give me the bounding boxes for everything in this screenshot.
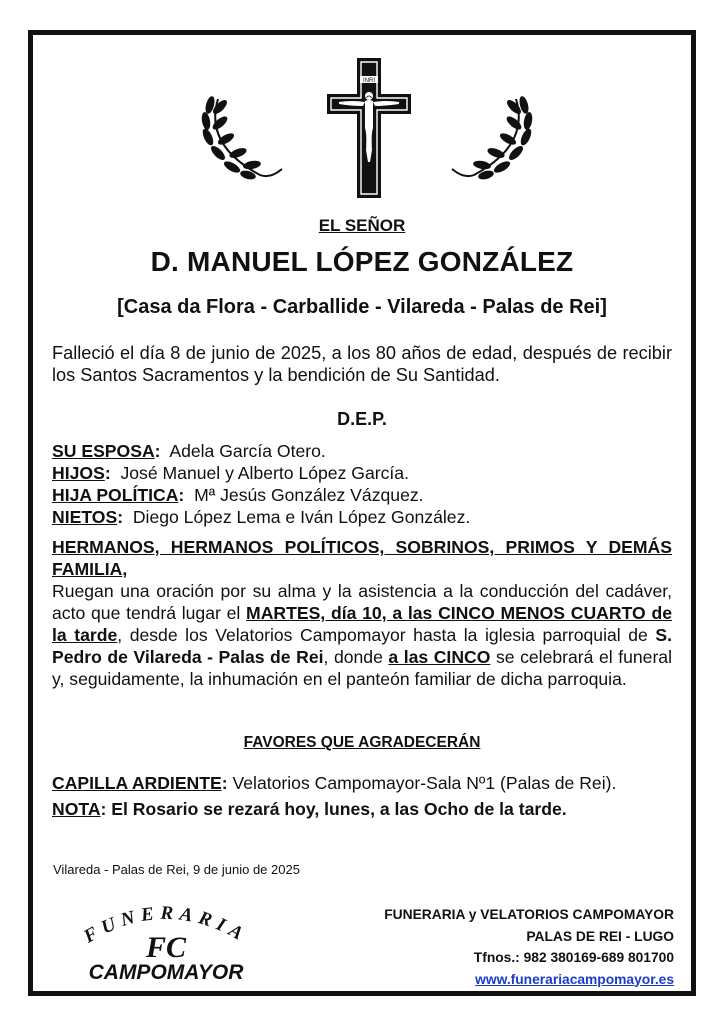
relative-names: Diego López Lema e Iván López González.: [132, 507, 471, 527]
logo-name: CAMPOMAYOR: [88, 961, 244, 984]
logo-arc-text: FUNERARIA: [80, 902, 252, 948]
request-text-3: , donde: [323, 647, 389, 667]
relative-row-grandchildren: NIETOS: Diego López Lema e Iván López González.: [52, 507, 471, 527]
death-notice-text: Falleció el día 8 de junio de 2025, a los 80 años de edad, después de recibir los Santos Sacramentos y la bendición de Su Santidad.: [52, 343, 672, 385]
relative-label: NIETOS: [52, 507, 118, 527]
request-text-2: , desde los Velatorios Campomayor hasta la iglesia parroquial de: [117, 625, 656, 645]
deceased-name: D. MANUEL LÓPEZ GONZÁLEZ: [150, 246, 574, 277]
funeraria-campomayor-logo: [60, 893, 272, 987]
other-relatives: HERMANOS, HERMANOS POLÍTICOS, SOBRINOS, PRIMOS Y DEMÁS FAMILIA,: [52, 537, 672, 579]
relative-row-spouse: SU ESPOSA: Adela García Otero.: [52, 441, 326, 461]
chapel-label: CAPILLA ARDIENTE: [52, 773, 222, 793]
relative-label: SU ESPOSA: [52, 441, 155, 461]
intro-title: EL SEÑOR: [318, 216, 406, 235]
relative-row-daughter-in-law: HIJA POLÍTICA: Mª Jesús González Vázquez.: [52, 485, 424, 505]
logo-monogram: FC: [145, 931, 187, 964]
laurel-branch-right-icon: [448, 95, 536, 181]
chapel-and-note: [52, 770, 672, 822]
note-row: NOTA: El Rosario se rezará hoy, lunes, a las Ocho de la tarde.: [52, 799, 567, 819]
relative-names: José Manuel y Alberto López García.: [120, 463, 409, 483]
church-name: S. Pedro de Vilareda - Palas de Rei: [52, 625, 672, 667]
laurel-branch-left-icon: [198, 95, 286, 181]
request-text-4: se celebrará el funeral y, seguidamente, la inhumación en el panteón familiar de dicha parroquia.: [52, 647, 672, 689]
funeral-time: a las CINCO: [388, 647, 491, 667]
crucifix-icon: [327, 58, 411, 198]
chapel-row: CAPILLA ARDIENTE: Velatorios Campomayor-Sala Nº1 (Palas de Rei).: [52, 773, 617, 793]
inri-label: INRI: [363, 78, 375, 84]
chapel-text: Velatorios Campomayor-Sala Nº1 (Palas de Rei).: [232, 773, 617, 793]
company-name: FUNERARIA y VELATORIOS CAMPOMAYOR: [384, 907, 674, 922]
ceremony-paragraph: [52, 536, 672, 690]
relative-label: HIJOS: [52, 463, 105, 483]
relative-names: Adela García Otero.: [169, 441, 326, 461]
relative-label: HIJA POLÍTICA: [52, 485, 179, 505]
company-phones: Tfnos.: 982 380169-689 801700: [473, 950, 674, 965]
rip-heading: D.E.P.: [337, 409, 387, 429]
procession-time: MARTES, día 10, a las CINCO MENOS CUARTO de la tarde: [52, 603, 672, 645]
thanks-heading: FAVORES QUE AGRADECERÁN: [243, 734, 481, 751]
company-location: PALAS DE REI - LUGO: [526, 928, 674, 944]
deceased-address: [Casa da Flora - Carballide - Vilareda - Palas de Rei]: [117, 296, 607, 318]
funeral-home-info: [334, 904, 674, 990]
place-and-date: Vilareda - Palas de Rei, 9 de junio de 2025: [53, 862, 300, 877]
request-text-1: Ruegan una oración por su alma y la asistencia a la conducción del cadáver, acto que tendrá lugar el: [52, 581, 672, 623]
relative-names: Mª Jesús González Vázquez.: [194, 485, 424, 505]
note-text: El Rosario se rezará hoy, lunes, a las Ocho de la tarde.: [111, 799, 567, 819]
note-label: NOTA: [52, 799, 101, 819]
relative-row-children: HIJOS: José Manuel y Alberto López García.: [52, 463, 409, 483]
relatives-list: [52, 440, 672, 528]
company-website-link[interactable]: www.funerariacampomayor.es: [475, 971, 674, 987]
